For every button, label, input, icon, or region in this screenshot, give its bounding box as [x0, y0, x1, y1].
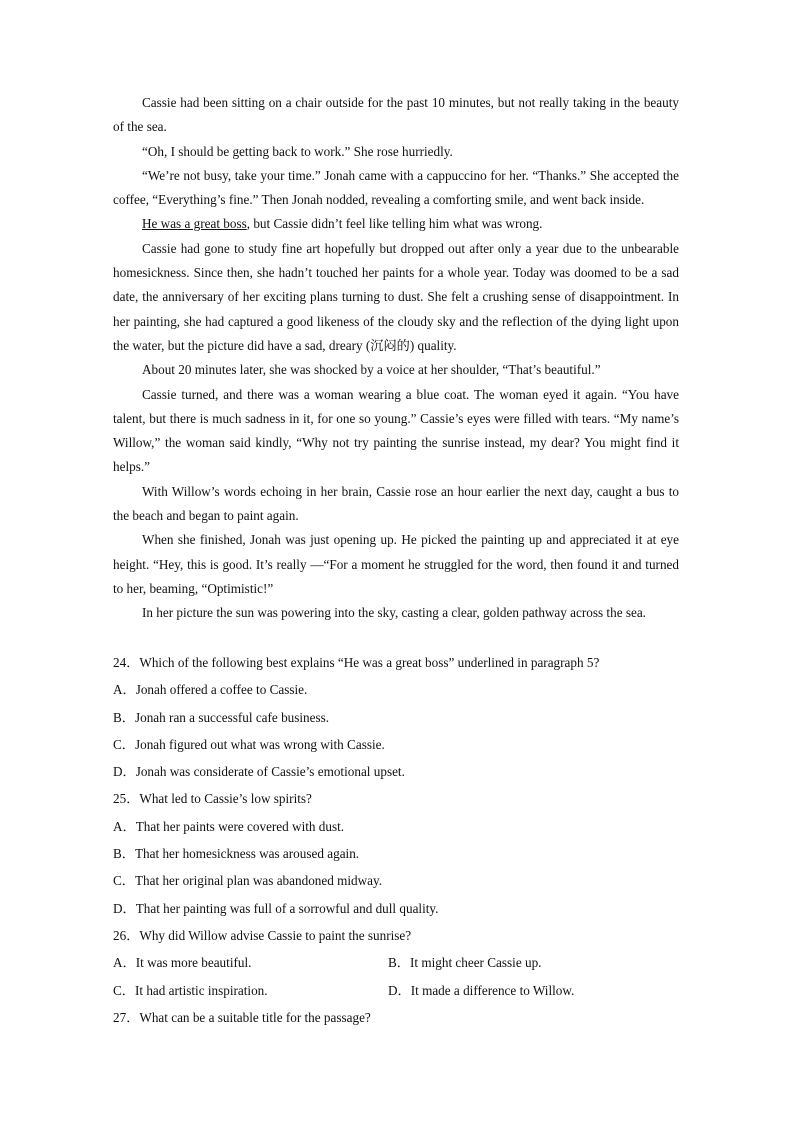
question-24-option-d: D．Jonah was considerate of Cassie’s emotional upset. — [113, 764, 405, 780]
question-26-options-row-1 — [113, 949, 679, 976]
question-24-option-c: C．Jonah figured out what was wrong with Cassie. — [113, 736, 385, 752]
question-26-option-c: C．It had artistic inspiration. — [113, 982, 268, 998]
question-25-option-c: C．That her original plan was abandoned midway. — [113, 873, 383, 889]
question-26-option-a: A．It was more beautiful. — [113, 955, 252, 971]
question-26-option-b: B．It might cheer Cassie up. — [388, 955, 542, 971]
question-26-stem: 26．Why did Willow advise Cassie to paint the sunrise? — [113, 927, 412, 943]
paragraph-4 — [113, 212, 679, 236]
question-list — [113, 649, 679, 1031]
paragraph-7: Cassie turned, and there was a woman wearing a blue coat. The woman eyed it again. “You have talent, but there is much sadness in it, for one so young.” Cassie’s eyes were filled with tears. “My name’s Willow,” the woman said kindly, “Why not try painting the sunrise instead, my dear? You might find it helps.” — [113, 386, 679, 475]
paragraph-1: Cassie had been sitting on a chair outside for the past 10 minutes, but not really taking in the beauty of the sea. — [113, 95, 679, 135]
reading-passage — [113, 91, 679, 626]
paragraph-2: “Oh, I should be getting back to work.” She rose hurriedly. — [142, 143, 453, 159]
paragraph-5: Cassie had gone to study fine art hopefully but dropped out after only a year due to the unbearable homesickness. Since then, she hadn’t touched her paints for a whole year. Today was doomed to be a sad date, the anniversary of her exciting plans turning to dust. She felt a crushing sense of disappointment. In her painting, she had captured a good likeness of the cloudy sky and the reflection of the dying light upon the water, but the picture did have a sad, dreary (沉闷的) quality. — [113, 240, 679, 353]
paragraph-6: About 20 minutes later, she was shocked by a voice at her shoulder, “That’s beautiful.” — [142, 362, 601, 378]
question-26-option-d: D．It made a difference to Willow. — [388, 982, 575, 998]
paragraph-10: In her picture the sun was powering into the sky, casting a clear, golden pathway across the sea. — [142, 605, 646, 621]
question-25-stem: 25．What led to Cassie’s low spirits? — [113, 791, 312, 807]
underlined-phrase: He was a great boss — [142, 216, 247, 232]
paragraph-8: With Willow’s words echoing in her brain, Cassie rose an hour earlier the next day, caught a bus to the beach and began to paint again. — [113, 483, 679, 524]
question-27-stem: 27．What can be a suitable title for the passage? — [113, 1009, 371, 1025]
paragraph-3: “We’re not busy, take your time.” Jonah came with a cappuccino for her. “Thanks.” She accepted the coffee, “Everything’s fine.” Then Jonah nodded, revealing a comforting smile, and went back inside. — [113, 167, 679, 208]
question-24-option-a: A．Jonah offered a coffee to Cassie. — [113, 682, 308, 698]
question-25-option-b: B．That her homesickness was aroused again. — [113, 846, 360, 862]
question-25-option-a: A．That her paints were covered with dust. — [113, 818, 345, 834]
question-25-option-d: D．That her painting was full of a sorrowful and dull quality. — [113, 900, 439, 916]
paragraph-4-rest: , but Cassie didn’t feel like telling him what was wrong. — [246, 216, 543, 232]
question-24-option-b: B．Jonah ran a successful cafe business. — [113, 709, 330, 725]
paragraph-9: When she finished, Jonah was just opening up. He picked the painting up and appreciated it at eye height. “Hey, this is good. It’s really —“For a moment he struggled for the word, then found it and turned to her, beaming, “Optimistic!” — [113, 532, 679, 596]
question-26-options-row-2 — [113, 977, 679, 1004]
question-24-stem: 24．Which of the following best explains “He was a great boss” underlined in paragraph 5? — [113, 655, 600, 670]
